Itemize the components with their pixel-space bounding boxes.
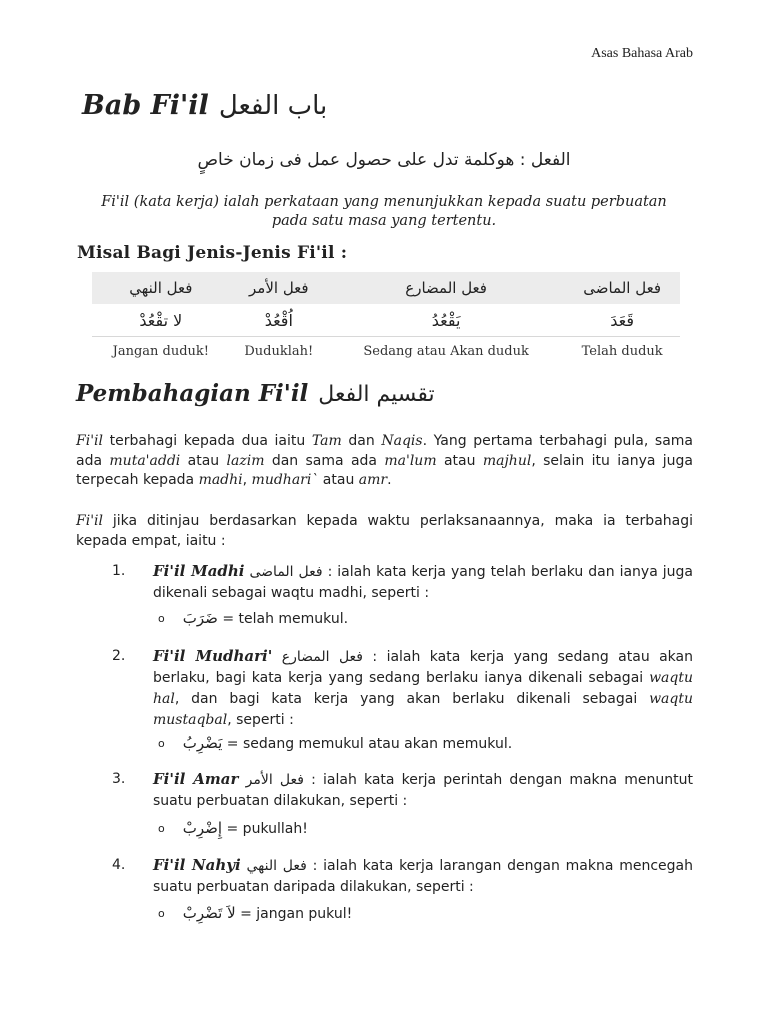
table-cell-translation: Jangan duduk!	[112, 343, 210, 359]
list-item-body	[153, 855, 693, 898]
term: muta'addi	[109, 452, 181, 469]
item-arabic: فعل النهي	[246, 858, 307, 874]
table-header-cell: فعل الماضى	[564, 272, 680, 304]
term: madhi	[198, 472, 243, 488]
examples-heading: Misal Bagi Jenis-Jenis Fi'il :	[77, 243, 348, 263]
item-term-italic: waqtu mustaqbal	[153, 691, 693, 728]
definition-malay-line2: pada satu masa yang tertentu.	[271, 213, 497, 229]
table-cell-arabic: لا تقْعُدْ	[92, 304, 230, 337]
text: atau	[436, 452, 483, 469]
text: atau	[318, 472, 359, 488]
term: ma'lum	[384, 452, 437, 469]
section-title	[76, 380, 435, 407]
item-text: , seperti :	[227, 712, 294, 728]
item-arabic: فعل الماضى	[249, 564, 323, 580]
item-arabic: فعل المضارع	[281, 649, 364, 665]
example-amar	[158, 819, 308, 837]
table-cell-arabic: قَعَدَ	[564, 304, 680, 337]
item-arabic: فعل الأمر	[245, 772, 304, 788]
table-cell-arabic: يَقْعُدُ	[328, 304, 564, 337]
paragraph-time	[76, 512, 693, 551]
example-arabic: يَضْرِبُ	[182, 734, 223, 752]
example-text: = sedang memukul atau akan memukul.	[226, 736, 513, 752]
table-header-cell: فعل النهي	[92, 272, 230, 304]
item-text: , dan bagi kata kerja yang akan berlaku dikenali sebagai	[174, 691, 650, 707]
example-text: = jangan pukul!	[240, 906, 353, 922]
list-number: 4.	[112, 857, 126, 873]
term: Fi'il	[76, 433, 103, 449]
term: Tam	[311, 433, 342, 449]
list-number: 1.	[112, 563, 126, 579]
definition-malay-line1: Fi'il (kata kerja) ialah perkataan yang menunjukkan kepada suatu perbuatan	[101, 194, 667, 210]
list-number: 3.	[112, 771, 126, 787]
text: jika ditinjau berdasarkan kepada waktu perlaksanaannya, maka ia terbahagi kepada empat, iaitu :	[76, 513, 693, 549]
item-term: Fi'il Madhi	[153, 562, 245, 580]
table-header-cell: فعل الأمر	[230, 272, 328, 304]
text: terbahagi kepada dua iaitu	[103, 433, 312, 449]
example-arabic: إِضْرِبْ	[182, 819, 223, 837]
item-text: : ialah kata kerja yang sedang atau akan berlaku, bagi kata kerja yang sedang berlaku ianya dikenali sebagai	[153, 649, 693, 686]
example-text: = telah memukul.	[222, 611, 349, 627]
table-cell-translation: Sedang atau Akan duduk	[363, 343, 529, 359]
list-item-body	[153, 769, 693, 812]
list-number: 2.	[112, 648, 126, 664]
text: dan	[341, 433, 382, 449]
bullet-icon: o	[158, 906, 165, 920]
example-arabic: لاَ تَضْرِبْ	[182, 904, 236, 922]
text: , selain itu ianya juga terpecah kepada	[76, 452, 694, 488]
example-mudhari	[158, 734, 512, 752]
example-text: = pukullah!	[226, 821, 308, 837]
text: dan sama ada	[264, 452, 385, 469]
table-header-cell: فعل المضارع	[328, 272, 564, 304]
example-nahyi	[158, 904, 352, 922]
table-row-arabic	[92, 304, 680, 337]
paragraph-division	[76, 432, 693, 491]
page-title	[82, 90, 327, 121]
verb-types-table	[92, 272, 680, 363]
item-text: : ialah kata kerja perintah dengan makna menuntut suatu perbuatan dilakukan, seperti :	[153, 772, 693, 809]
term: lazim	[226, 452, 265, 469]
item-text: : ialah kata kerja larangan dengan makna mencegah suatu perbuatan daripada dilakukan, seperti :	[153, 858, 694, 895]
term: Naqis	[381, 433, 423, 449]
item-term: Fi'il Mudhari'	[153, 647, 273, 665]
example-arabic: ضَرَبَ	[182, 609, 218, 627]
running-header: Asas Bahasa Arab	[591, 46, 693, 61]
table-cell-arabic: اُقْعُدْ	[230, 304, 328, 337]
table-header-row	[92, 272, 680, 304]
item-term: Fi'il Amar	[153, 770, 239, 788]
text: . Yang pertama terbahagi pula, sama ada	[76, 433, 693, 469]
section-title-latin: Pembahagian Fi'il	[76, 380, 309, 407]
page-title-latin: Bab Fi'il	[82, 90, 209, 121]
term: Fi'il	[76, 513, 103, 529]
bullet-icon: o	[158, 736, 165, 750]
list-item-body	[153, 561, 693, 604]
definition-arabic: الفعل : هوكلمة تدل على حصول عمل فى زمان خاصٍ	[197, 150, 571, 170]
list-item-body	[153, 646, 693, 731]
item-term-italic: waqtu hal	[153, 670, 693, 707]
table-cell-translation: Duduklah!	[244, 343, 314, 359]
bullet-icon: o	[158, 821, 165, 835]
table-row-translation	[92, 337, 680, 364]
definition-malay	[78, 193, 690, 231]
bullet-icon: o	[158, 611, 165, 625]
example-madhi	[158, 609, 348, 627]
text: .	[387, 472, 392, 488]
term: amr	[358, 472, 388, 488]
table-cell-translation: Telah duduk	[581, 343, 663, 359]
term: majhul	[482, 452, 532, 469]
term: mudhari`	[251, 472, 319, 488]
item-term: Fi'il Nahyi	[153, 856, 241, 874]
text: ,	[242, 472, 252, 488]
page-title-arabic: باب الفعل	[218, 91, 328, 121]
section-title-arabic: تقسيم الفعل	[318, 382, 435, 407]
text: atau	[180, 452, 227, 469]
item-text: : ialah kata kerja yang telah berlaku dan ianya juga dikenali sebagai waqtu madhi, seperti :	[153, 564, 693, 601]
